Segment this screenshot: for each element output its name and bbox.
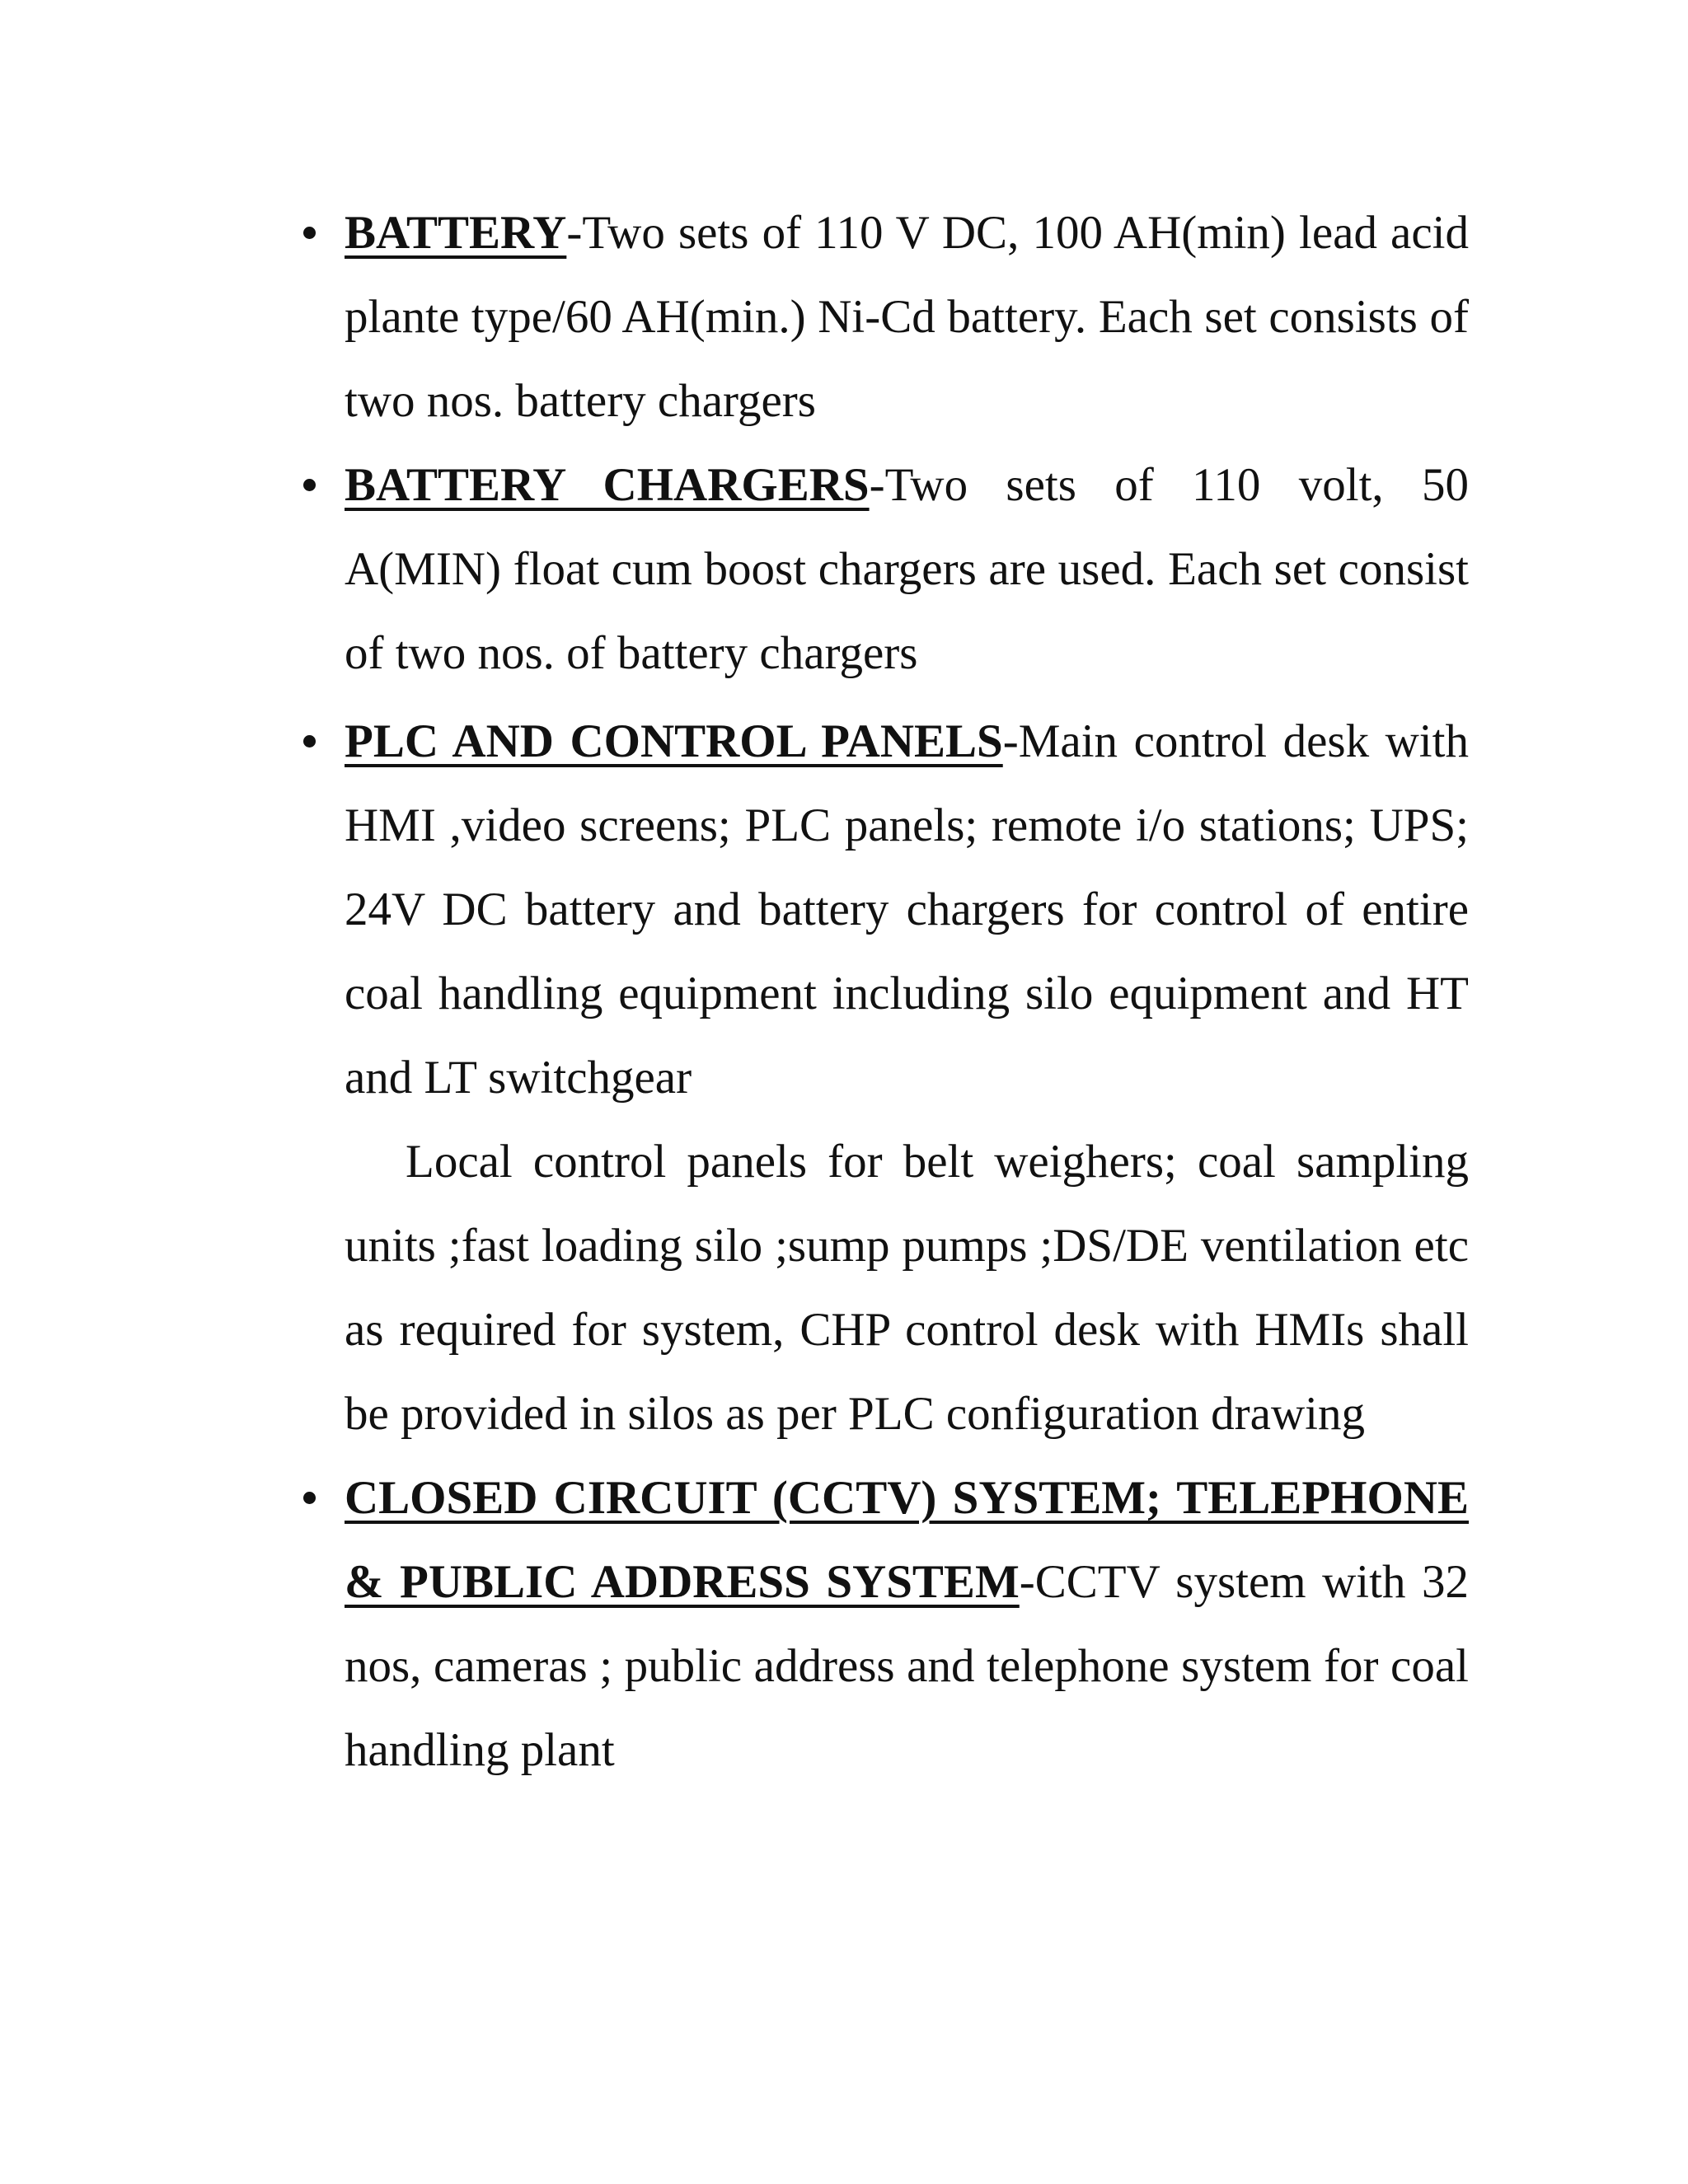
- bullet-icon: [303, 1492, 316, 1504]
- bullet-icon: [303, 479, 316, 491]
- item-body: -Two sets of 110 volt, 50 A(MIN) float cum boost chargers are used. Each set consist of two nos. of battery chargers: [345, 459, 1469, 679]
- bullet-icon: [303, 735, 316, 748]
- list-item-cctv-system: [345, 1456, 1469, 1793]
- item-heading: BATTERY: [345, 207, 567, 259]
- item-body: -CCTV system with 32 nos, cameras ; public address and telephone system for coal handling plant: [345, 1556, 1469, 1776]
- list-item-battery: [345, 191, 1469, 443]
- document-body: [345, 191, 1469, 1793]
- item-body: -Two sets of 110 V DC, 100 AH(min) lead acid plante type/60 AH(min.) Ni-Cd battery. Each set consists of two nos. battery chargers: [345, 207, 1469, 427]
- item-heading: CLOSED CIRCUIT (CCTV) SYSTEM; TELEPHONE & PUBLIC ADDRESS SYSTEM: [345, 1472, 1469, 1608]
- item-heading: PLC AND CONTROL PANELS: [345, 715, 1003, 767]
- local-panels-paragraph: Local control panels for belt weighers; coal sampling units ;fast loading silo ;sump pumps ;DS/DE ventilation etc as required for system, CHP control desk with HMIs shall be provided in silos as per PLC configuration drawing: [345, 1136, 1469, 1440]
- list-item-battery-chargers: [345, 443, 1469, 696]
- equipment-list: [345, 191, 1469, 1793]
- item-body: -Main control desk with HMI ,video screens; PLC panels; remote i/o stations; UPS; 24V DC battery and battery chargers for control of entire coal handling equipment including silo equipment and HT and LT switchgear: [345, 715, 1469, 1104]
- list-item-plc-control-panels: [345, 700, 1469, 1456]
- item-heading: BATTERY CHARGERS: [345, 459, 870, 511]
- bullet-icon: [303, 227, 316, 239]
